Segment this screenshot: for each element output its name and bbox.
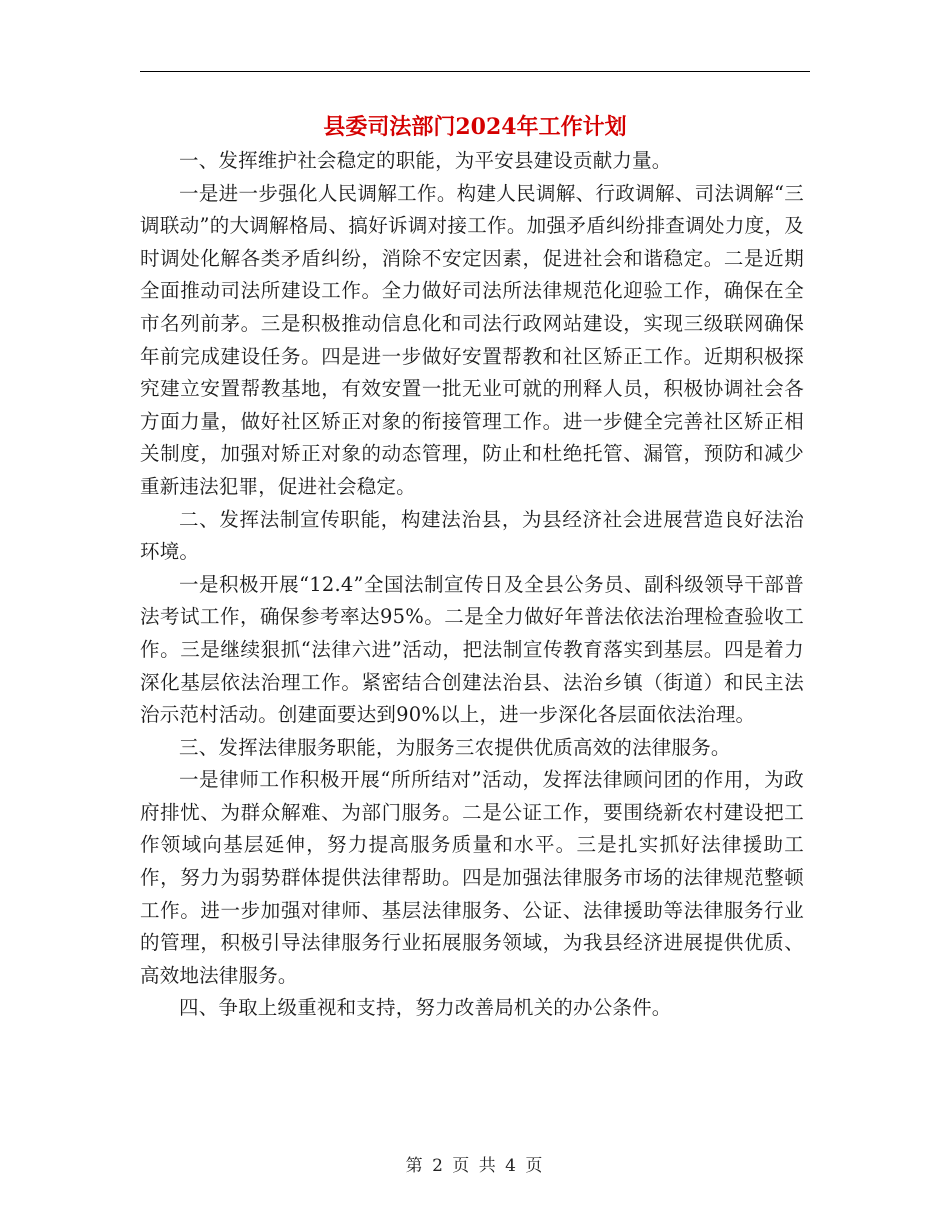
document-body — [140, 145, 804, 1025]
document-title: 县委司法部门2024年工作计划 — [323, 114, 627, 140]
section-heading-4: 四、争取上级重视和支持，努力改善局机关的办公条件。 — [179, 996, 672, 1020]
section-heading-2: 二、发挥法制宣传职能，构建法治县，为县经济社会进展营造良好法治环境。 — [140, 507, 804, 564]
page-number: 第 2 页 共 4 页 — [405, 1156, 545, 1176]
header-rule — [140, 71, 810, 72]
section-heading-3: 三、发挥法律服务职能，为服务三农提供优质高效的法律服务。 — [179, 735, 731, 759]
section-body-3: 一是律师工作积极开展“所所结对”活动，发挥法律顾问团的作用，为政府排忧、为群众解难、为部门服务。二是公证工作，要围绕新农村建设把工作领域向基层延伸，努力提高服务质量和水平。三是扎实抓好法律援助工作，努力为弱势群体提供法律帮助。四是加强法律服务市场的法律规范整顿工作。进一步加强对律师、基层法律服务、公证、法律援助等法律服务行业的管理，积极引导法律服务行业拓展服务领域，为我县经济进展提供优质、高效地法律服务。 — [140, 768, 804, 987]
section-heading-1: 一、发挥维护社会稳定的职能，为平安县建设贡献力量。 — [179, 149, 672, 172]
section-body-1: 一是进一步强化人民调解工作。构建人民调解、行政调解、司法调解“三调联动”的大调解格局、搞好诉调对接工作。加强矛盾纠纷排查调处力度，及时调处化解各类矛盾纠纷，消除不安定因素，促进社会和谐稳定。二是近期全面推动司法所建设工作。全力做好司法所法律规范化迎验工作，确保在全市名列前茅。三是积极推动信息化和司法行政网站建设，实现三级联网确保年前完成建设任务。四是进一步做好安置帮教和社区矫正工作。近期积极探究建立安置帮教基地，有效安置一批无业可就的刑释人员，积极协调社会各方面力量，做好社区矫正对象的衔接管理工作。进一步健全完善社区矫正相关制度，加强对矫正对象的动态管理，防止和杜绝托管、漏管，预防和减少重新违法犯罪，促进社会稳定。 — [140, 181, 804, 498]
section-body-2: 一是积极开展“12.4”全国法制宣传日及全县公务员、副科级领导干部普法考试工作，确保参考率达95%。二是全力做好年普法依法治理检查验收工作。三是继续狠抓“法律六进”活动，把法制宣传教育落实到基层。四是着力深化基层依法治理工作。紧密结合创建法治县、法治乡镇（街道）和民主法治示范村活动。创建面要达到90%以上，进一步深化各层面依法治理。 — [140, 572, 804, 727]
